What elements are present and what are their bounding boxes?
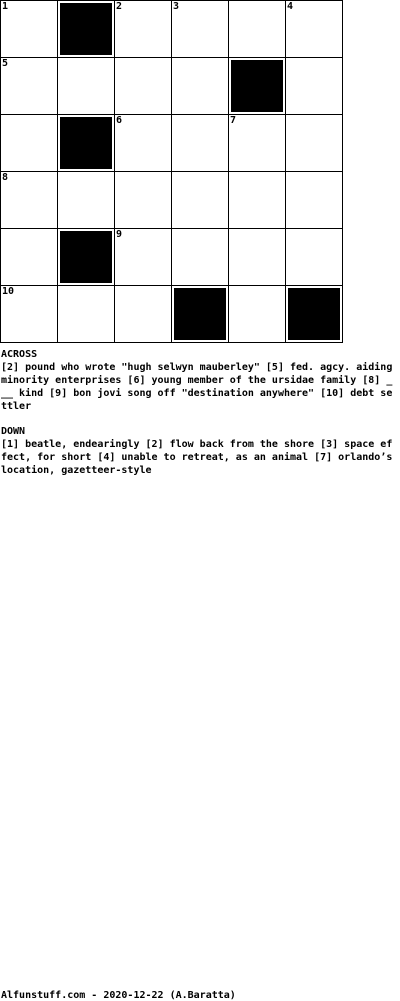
grid-cell[interactable] <box>229 172 286 229</box>
down-clues <box>1 425 393 477</box>
footer-credit: Alfunstuff.com - 2020-12-22 (A.Baratta) <box>1 990 236 1001</box>
grid-cell[interactable] <box>229 229 286 286</box>
grid-cell[interactable] <box>172 1 229 58</box>
grid-cell[interactable] <box>1 286 58 343</box>
grid-cell[interactable] <box>58 58 115 115</box>
clue-number: 3 <box>173 1 180 12</box>
down-clue-text: [1] beatle, endearingly [2] flow back from the shore [3] space effect, for short [4] unable to retreat, as an animal [7] orlando’s location, gazetteer-style <box>1 439 393 476</box>
grid-cell[interactable] <box>286 1 343 58</box>
black-square <box>229 58 286 115</box>
grid-cell[interactable] <box>229 1 286 58</box>
grid-cell[interactable] <box>115 286 172 343</box>
across-clues <box>1 348 393 413</box>
clue-number: 6 <box>116 115 123 126</box>
across-heading: ACROSS <box>1 349 38 360</box>
black-square <box>58 115 115 172</box>
grid-cell[interactable] <box>172 172 229 229</box>
grid-cell[interactable] <box>115 229 172 286</box>
crossword-grid <box>0 0 343 343</box>
grid-cell[interactable] <box>115 115 172 172</box>
grid-cell[interactable] <box>286 58 343 115</box>
grid-cell[interactable] <box>229 115 286 172</box>
grid-cell[interactable] <box>58 172 115 229</box>
clue-number: 7 <box>230 115 237 126</box>
clue-number: 5 <box>2 58 9 69</box>
black-square <box>58 1 115 58</box>
down-heading: DOWN <box>1 426 26 437</box>
black-square <box>58 229 115 286</box>
grid-cell[interactable] <box>58 286 115 343</box>
grid-cell[interactable] <box>115 172 172 229</box>
grid-cell[interactable] <box>1 58 58 115</box>
grid-cell[interactable] <box>172 58 229 115</box>
black-square <box>172 286 229 343</box>
black-square <box>286 286 343 343</box>
grid-cell[interactable] <box>1 229 58 286</box>
grid-cell[interactable] <box>1 172 58 229</box>
clue-number: 10 <box>2 286 15 297</box>
grid-cell[interactable] <box>172 229 229 286</box>
grid-cell[interactable] <box>286 229 343 286</box>
grid-cell[interactable] <box>286 115 343 172</box>
clue-number: 1 <box>2 1 9 12</box>
grid-cell[interactable] <box>115 58 172 115</box>
clue-number: 4 <box>287 1 294 12</box>
grid-cell[interactable] <box>286 172 343 229</box>
grid-cell[interactable] <box>172 115 229 172</box>
grid-cell[interactable] <box>115 1 172 58</box>
clue-number: 2 <box>116 1 123 12</box>
clue-number: 9 <box>116 229 123 240</box>
grid-cell[interactable] <box>229 286 286 343</box>
grid-cell[interactable] <box>1 115 58 172</box>
across-clue-text: [2] pound who wrote "hugh selwyn mauberley" [5] fed. agcy. aiding minority enterprises [6] young member of the ursidae family [8] ___ kind [9] bon jovi song off "destination anywhere" [10] debt settler <box>1 362 393 412</box>
grid-cell[interactable] <box>1 1 58 58</box>
clue-number: 8 <box>2 172 9 183</box>
